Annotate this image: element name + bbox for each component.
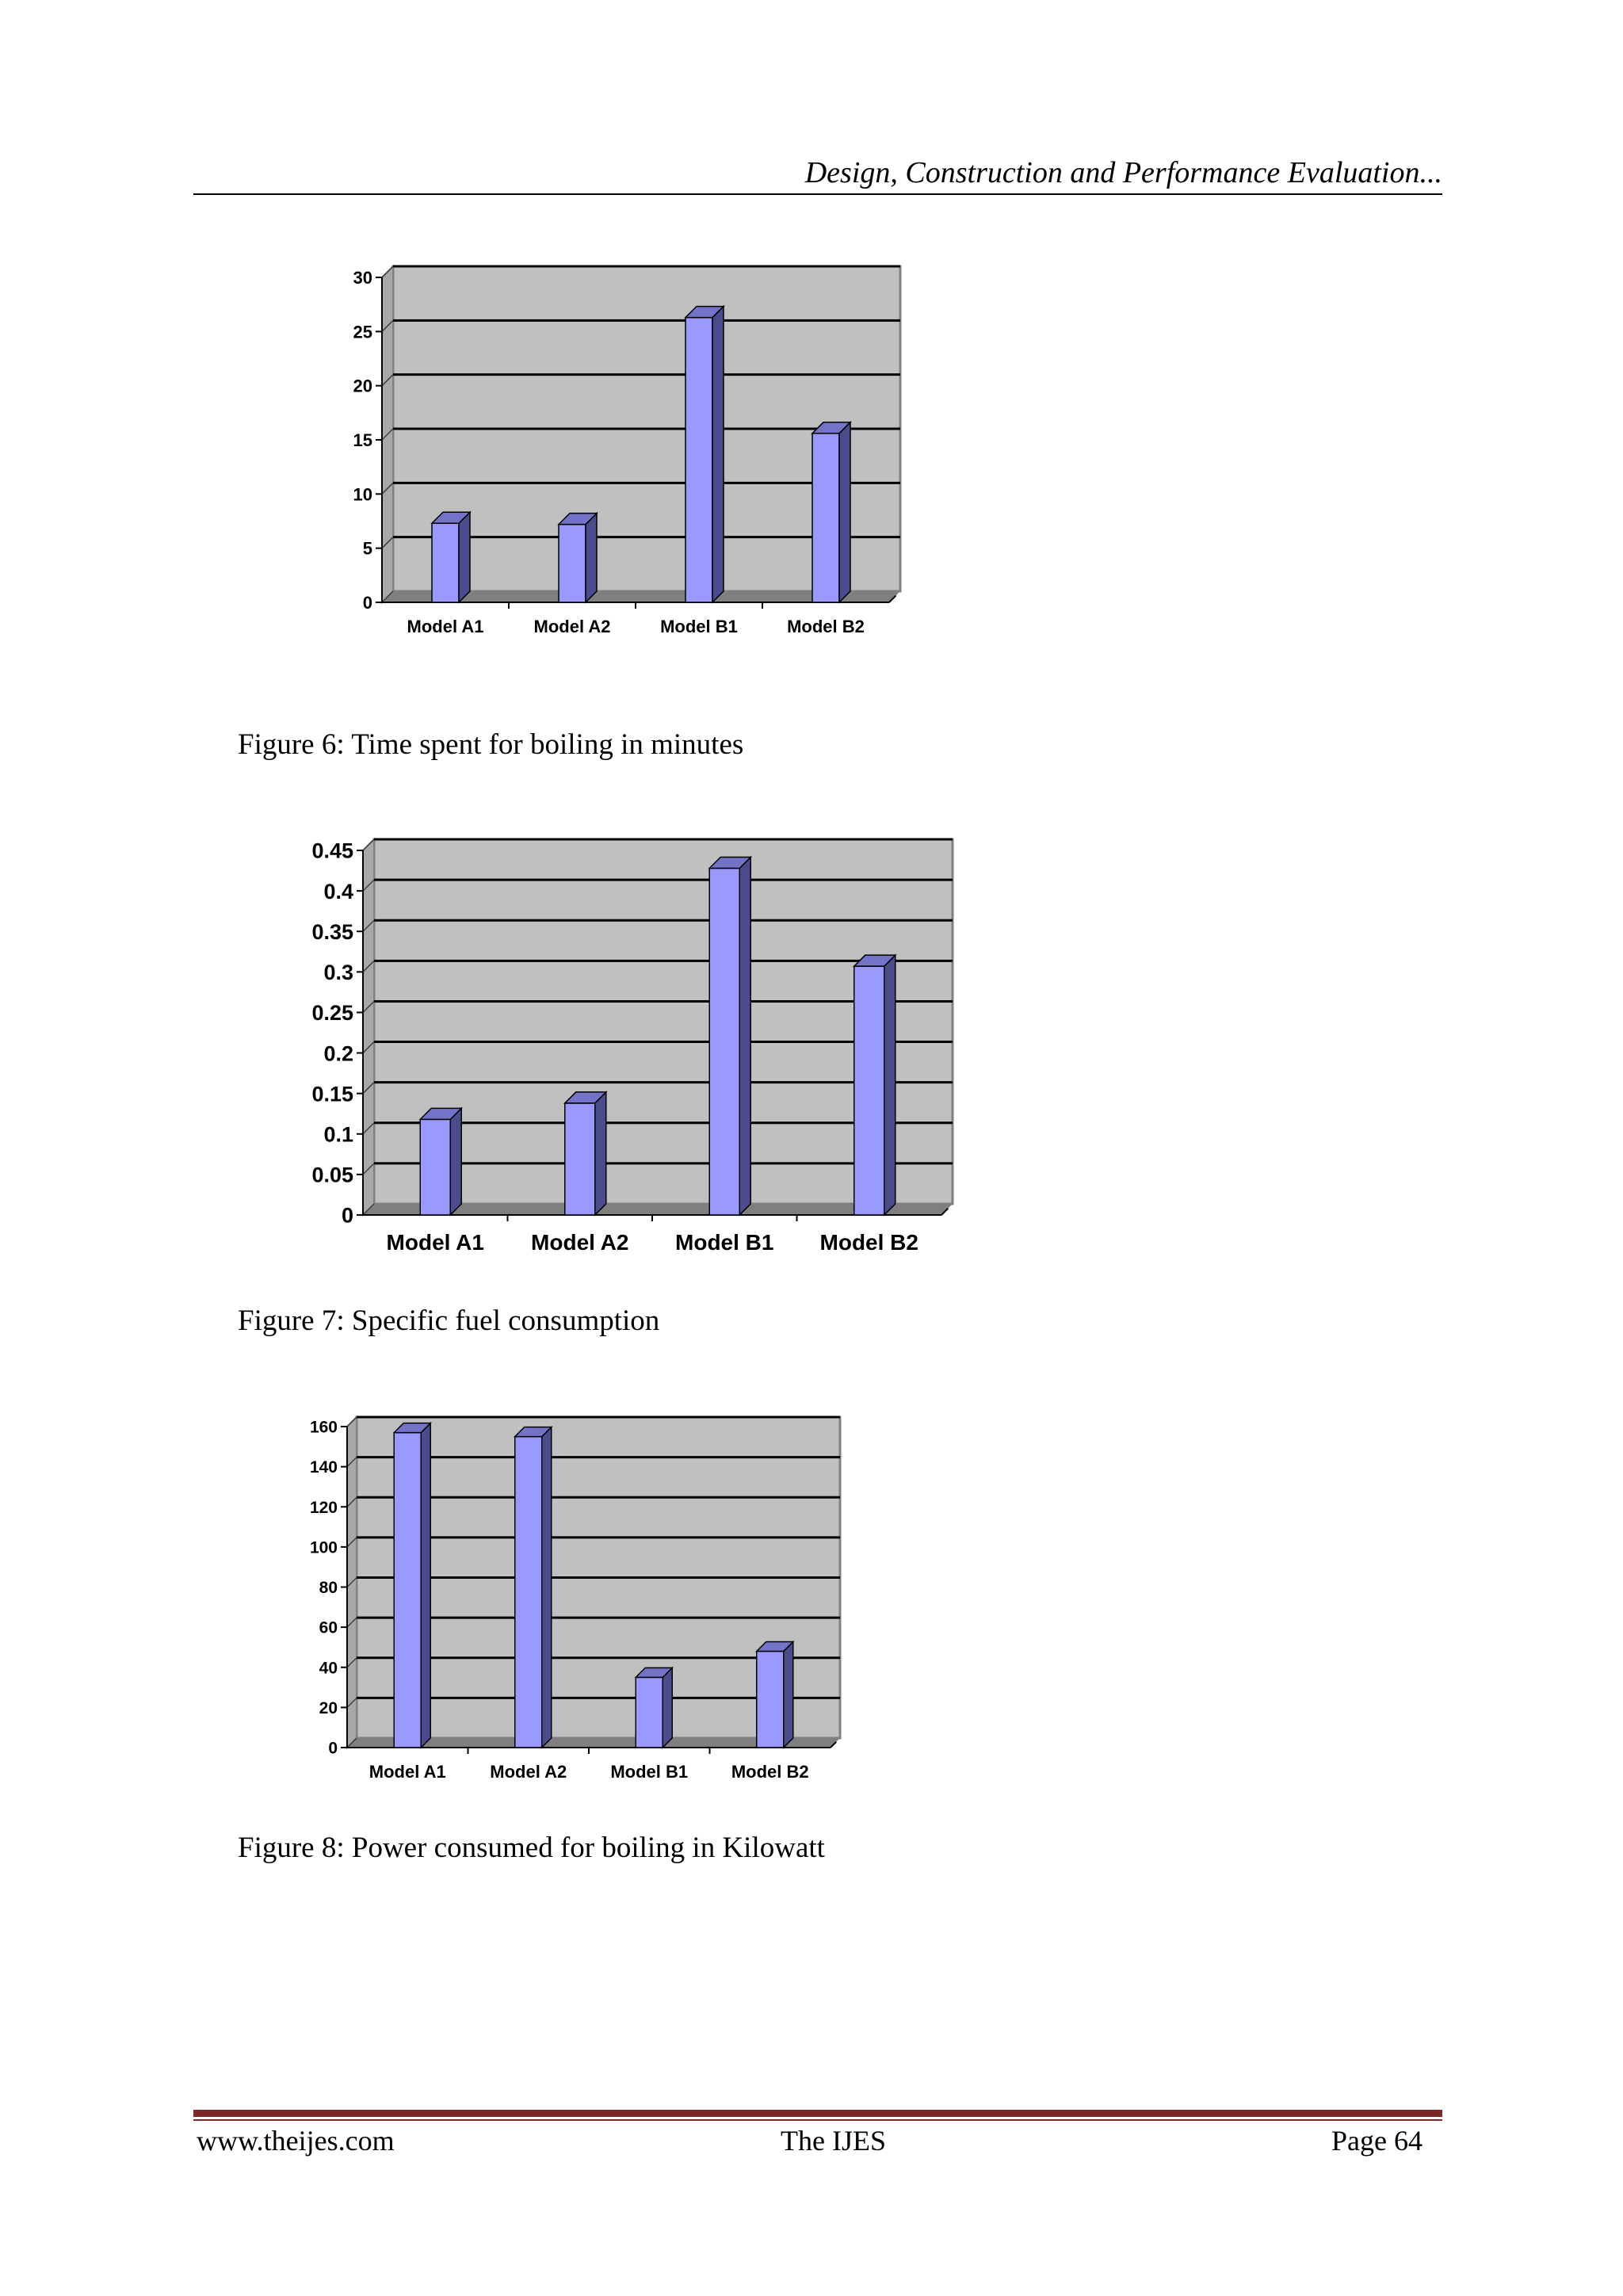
bar-model-b2 bbox=[757, 1642, 793, 1748]
bar-front bbox=[420, 1119, 450, 1215]
footer-rule bbox=[193, 2110, 1442, 2121]
bar-side bbox=[884, 955, 896, 1215]
x-category-label: Model B2 bbox=[787, 617, 865, 636]
bar-model-b1 bbox=[685, 307, 724, 602]
x-category-label: Model A2 bbox=[533, 617, 611, 636]
bar-front bbox=[685, 318, 712, 602]
y-tick-label: 0.15 bbox=[311, 1082, 353, 1106]
plot-side-wall bbox=[363, 839, 374, 1215]
bar-model-b2 bbox=[812, 422, 850, 602]
bar-model-b1 bbox=[709, 857, 750, 1215]
running-header bbox=[193, 151, 1442, 195]
bar-front bbox=[565, 1103, 595, 1215]
y-tick-label: 5 bbox=[362, 538, 372, 559]
footer-website: www.theijes.com bbox=[197, 2125, 395, 2157]
x-category-label: Model B1 bbox=[660, 617, 738, 636]
bar-model-b1 bbox=[636, 1668, 672, 1748]
bar-side bbox=[595, 1092, 606, 1215]
bar-side bbox=[542, 1427, 552, 1748]
y-tick-label: 0 bbox=[362, 592, 372, 613]
y-tick-label: 0.3 bbox=[323, 961, 353, 985]
bar-front bbox=[709, 868, 739, 1215]
y-tick-label: 140 bbox=[309, 1458, 338, 1477]
y-tick-label: 15 bbox=[353, 430, 372, 450]
x-category-label: Model B1 bbox=[675, 1230, 774, 1255]
bar-side bbox=[663, 1668, 672, 1748]
bar-front bbox=[854, 966, 884, 1215]
y-tick-label: 0.1 bbox=[323, 1122, 353, 1147]
y-tick-label: 160 bbox=[309, 1418, 338, 1437]
running-title: Design, Construction and Performance Evaluation... bbox=[804, 156, 1442, 189]
bar-model-a1 bbox=[394, 1423, 430, 1748]
bar-front bbox=[636, 1677, 663, 1748]
y-tick-label: 10 bbox=[353, 484, 372, 505]
bar-side bbox=[739, 857, 750, 1215]
y-tick-label: 0.2 bbox=[323, 1041, 353, 1066]
bar-model-a1 bbox=[420, 1108, 461, 1215]
y-tick-label: 20 bbox=[319, 1698, 338, 1717]
x-category-label: Model B2 bbox=[819, 1230, 918, 1255]
x-category-label: Model A2 bbox=[490, 1762, 567, 1782]
y-tick-label: 0 bbox=[328, 1739, 338, 1758]
y-tick-label: 60 bbox=[319, 1618, 338, 1637]
bar-side bbox=[450, 1108, 461, 1215]
x-category-label: Model B1 bbox=[610, 1762, 689, 1782]
figure-7-caption: Figure 7: Specific fuel consumption bbox=[238, 1305, 660, 1337]
x-category-label: Model A1 bbox=[386, 1230, 484, 1255]
bar-side bbox=[839, 422, 850, 602]
y-tick-label: 40 bbox=[319, 1659, 338, 1678]
figure-7-chart bbox=[285, 828, 967, 1272]
bar-side bbox=[784, 1642, 793, 1748]
y-tick-label: 0.05 bbox=[311, 1163, 353, 1187]
y-tick-label: 20 bbox=[353, 376, 372, 396]
bar-front bbox=[394, 1433, 421, 1748]
y-tick-label: 100 bbox=[309, 1538, 338, 1557]
bar-model-a2 bbox=[559, 514, 597, 602]
figure-6-caption: Figure 6: Time spent for boiling in minutes bbox=[238, 728, 744, 761]
bar-model-a2 bbox=[515, 1427, 552, 1748]
y-tick-label: 0.25 bbox=[311, 1001, 353, 1026]
figure-8-caption: Figure 8: Power consumed for boiling in Kilowatt bbox=[238, 1832, 825, 1864]
bar-model-b2 bbox=[854, 955, 896, 1215]
bar-side bbox=[712, 307, 724, 602]
x-category-label: Model A1 bbox=[407, 617, 484, 636]
bar-front bbox=[559, 525, 586, 602]
x-category-label: Model A1 bbox=[369, 1762, 446, 1782]
figure-8-chart bbox=[285, 1411, 872, 1807]
y-tick-label: 0 bbox=[341, 1203, 353, 1228]
bar-side bbox=[586, 514, 597, 602]
footer-page-number: Page 64 bbox=[1331, 2125, 1423, 2157]
y-tick-label: 25 bbox=[353, 322, 372, 342]
bar-side bbox=[421, 1423, 430, 1748]
x-category-label: Model A2 bbox=[531, 1230, 629, 1255]
y-tick-label: 30 bbox=[353, 267, 372, 288]
bar-front bbox=[432, 523, 459, 602]
y-tick-label: 120 bbox=[309, 1498, 338, 1517]
bar-side bbox=[459, 512, 470, 602]
bar-model-a1 bbox=[432, 512, 470, 602]
y-tick-label: 0.35 bbox=[311, 919, 353, 944]
y-tick-label: 0.45 bbox=[311, 839, 353, 863]
bar-front bbox=[812, 434, 839, 602]
footer-journal: The IJES bbox=[781, 2125, 886, 2157]
bar-model-a2 bbox=[565, 1092, 606, 1215]
x-category-label: Model B2 bbox=[731, 1762, 809, 1782]
bar-front bbox=[515, 1437, 542, 1748]
y-tick-label: 0.4 bbox=[323, 879, 353, 904]
figure-6-chart bbox=[333, 262, 919, 674]
bar-front bbox=[757, 1652, 784, 1748]
y-tick-label: 80 bbox=[319, 1579, 338, 1598]
